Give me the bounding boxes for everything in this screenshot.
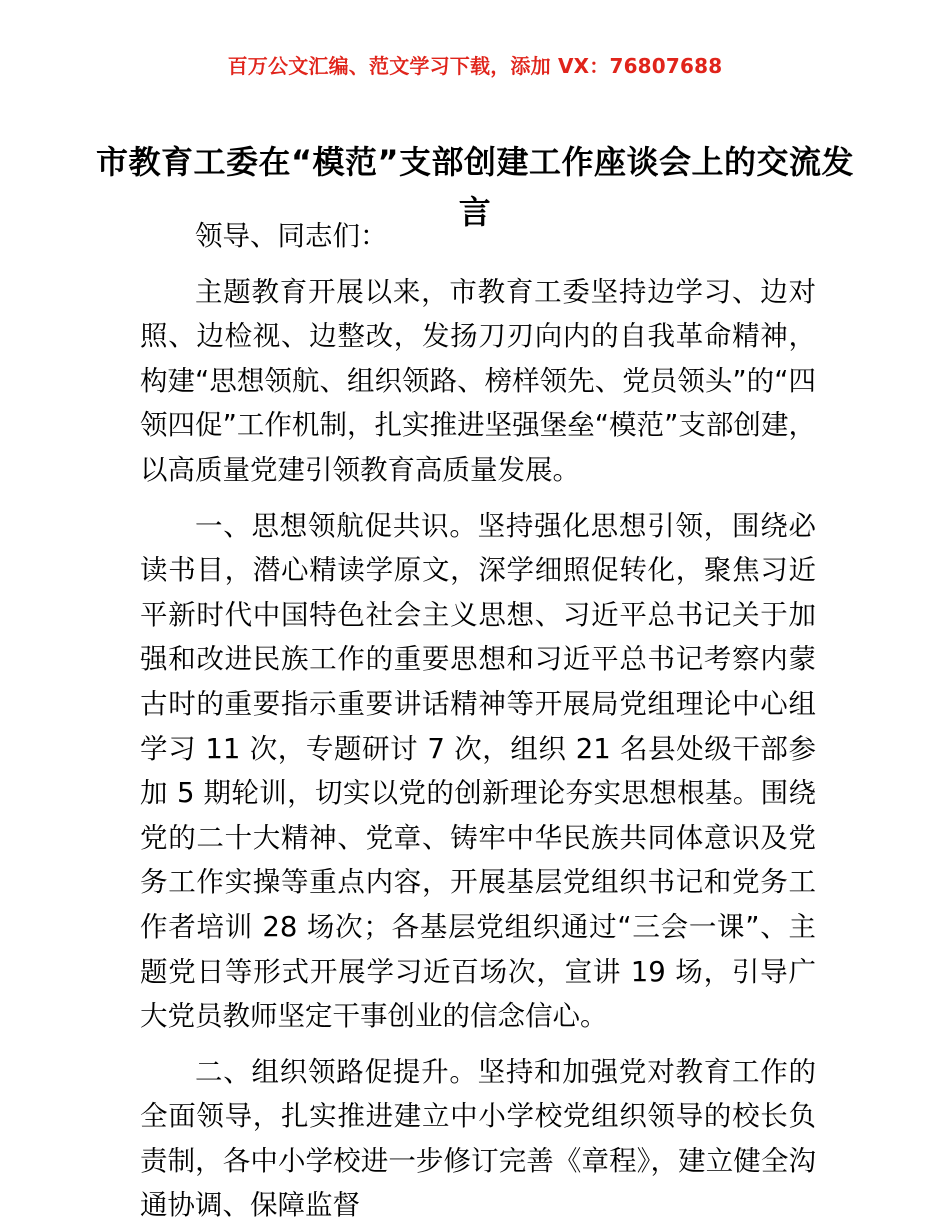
paragraph-intro: 主题教育开展以来，市教育工委坚持边学习、边对照、边检视、边整改，发扬刀刃向内的自我革命精神，构建“思想领航、组织领路、榜样领先、党员领头”的“四领四促”工作机制，扎实推进坚强堡垒“模范”支部创建，以高质量党建引领教育高质量发展。 xyxy=(140,275,816,486)
paragraph-section-one: 一、思想领航促共识。坚持强化思想引领，围绕必读书目，潜心精读学原文，深学细照促转化，聚焦习近平新时代中国特色社会主义思想、习近平总书记关于加强和改进民族工作的重要思想和习近平总书记考察内蒙古时的重要指示重要讲话精神等开展局党组理论中心组学习 11 次，专题研讨 7 次，组织 21 名县处级干部参加 5 期轮训，切实以党的创新理论夯实思想根基。围绕党的二十大精神、党章、铸牢中华民族共同体意识及党务工作实操等重点内容，开展基层党组织书记和党务工作者培训 28 场次；各基层党组织通过“三会一课”、主题党日等形式开展学习近百场次，宣讲 19 场，引导广大党员教师坚定干事创业的信念信心。 xyxy=(140,509,816,1033)
document-title: 市教育工委在“模范”支部创建工作座谈会上的交流发言 xyxy=(95,143,855,232)
salutation-line: 领导、同志们： xyxy=(195,220,388,252)
promo-header-text: 百万公文汇编、范文学习下载，添加 VX：76807688 xyxy=(227,54,723,78)
paragraph-section-two: 二、组织领路促提升。坚持和加强党对教育工作的全面领导，扎实推进建立中小学校党组织领导的校长负责制，各中小学校进一步修订完善《章程》，建立健全沟通协调、保障监督 xyxy=(140,1055,816,1222)
document-body xyxy=(140,214,816,1228)
